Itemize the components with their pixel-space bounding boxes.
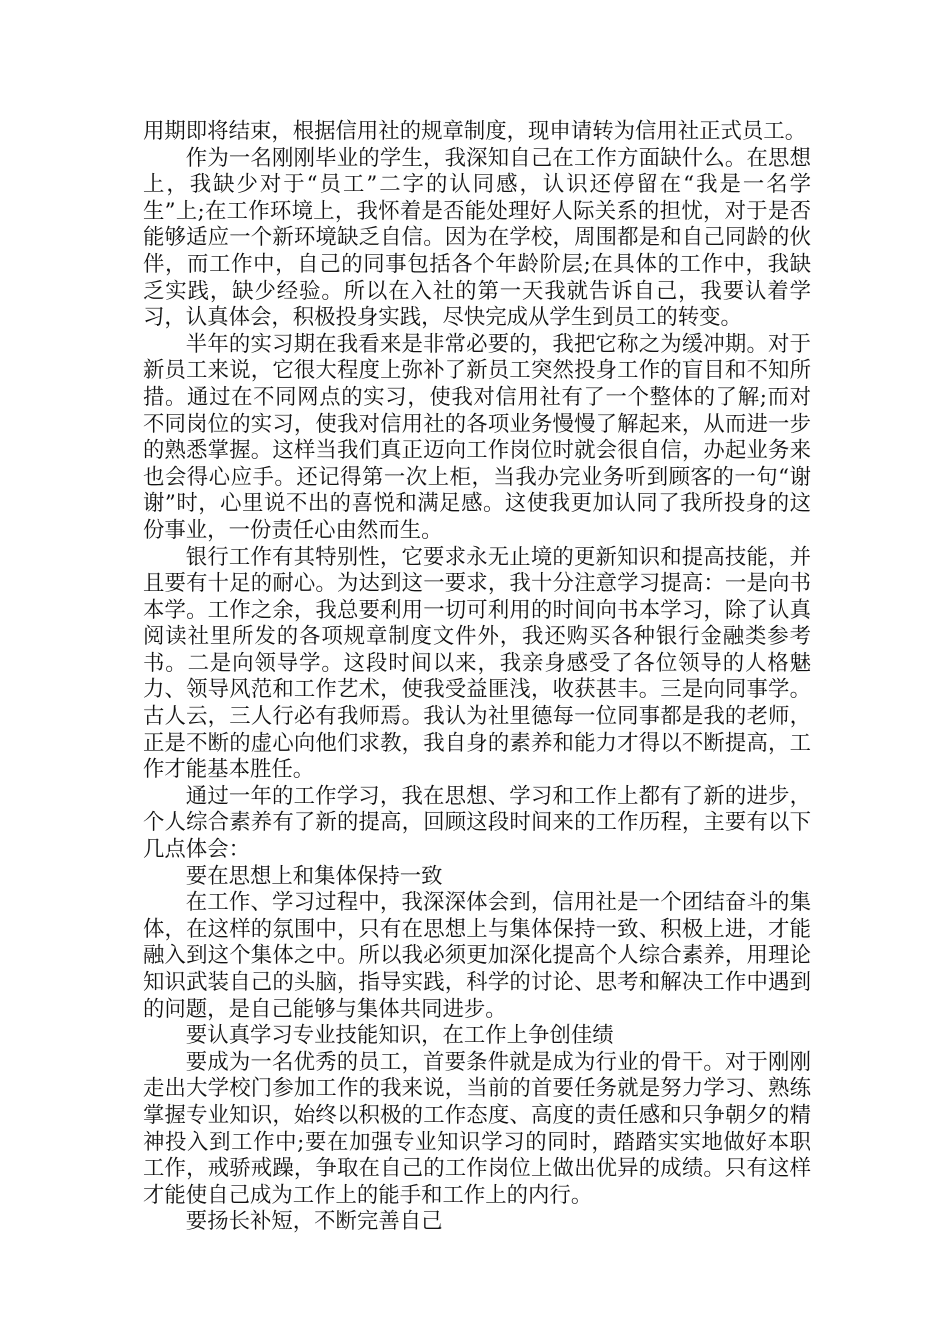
section-heading-3: 要扬长补短，不断完善自己 (185, 1209, 443, 1235)
paragraph-7: 要成为一名优秀的员工，首要条件就是成为行业的骨干。对于刚刚走出大学校门参加工作的我来说，当前的首要任务就是努力学习、熟练掌握专业知识，始终以积极的工作态度、高度的责任感和只争朝夕的精神投入到工作中;要在加强专业知识学习的同时，踏踏实实地做好本职工作，戒骄戒躁，争取在自己的工作岗位上做出优异的成绩。只有这样才能使自己成为工作上的能手和工作上的内行。 (143, 1049, 811, 1208)
section-heading-1: 要在思想上和集体保持一致 (185, 863, 443, 889)
section-heading-2: 要认真学习专业技能知识，在工作上争创佳绩 (185, 1023, 614, 1049)
paragraph-1: 用期即将结束，根据信用社的规章制度，现申请转为信用社正式员工。 (143, 119, 807, 144)
document-body (143, 119, 811, 1236)
paragraph-5: 通过一年的工作学习，我在思想、学习和工作上都有了新的进步，个人综合素养有了新的提高，回顾这段时间来的工作历程，主要有以下几点体会： (143, 783, 811, 863)
paragraph-3: 半年的实习期在我看来是非常必要的，我把它称之为缓冲期。对于新员工来说，它很大程度上弥补了新员工突然投身工作的盲目和不知所措。通过在不同网点的实习，使我对信用社有了一个整体的了解;而对不同岗位的实习，使我对信用社的各项业务慢慢了解起来，从而进一步的熟悉掌握。这样当我们真正迈向工作岗位时就会很自信，办起业务来也会得心应手。还记得第一次上柜，当我办完业务听到顾客的一句“谢谢”时，心里说不出的喜悦和满足感。这使我更加认同了我所投身的这份事业，一份责任心由然而生。 (143, 331, 811, 543)
paragraph-2: 作为一名刚刚毕业的学生，我深知自己在工作方面缺什么。在思想上，我缺少对于“员工”二字的认同感，认识还停留在“我是一名学生”上;在工作环境上，我怀着是否能处理好人际关系的担忧，对于是否能够适应一个新环境缺乏自信。因为在学校，周围都是和自己同龄的伙伴，而工作中，自己的同事包括各个年龄阶层;在具体的工作中，我缺乏实践，缺少经验。所以在入社的第一天我就告诉自己，我要认着学习，认真体会，积极投身实践，尽快完成从学生到员工的转变。 (143, 145, 811, 331)
paragraph-6: 在工作、学习过程中，我深深体会到，信用社是一个团结奋斗的集体，在这样的氛围中，只有在思想上与集体保持一致、积极上进，才能融入到这个集体之中。所以我必须更加深化提高个人综合素养，用理论知识武装自己的头脑，指导实践，科学的讨论、思考和解决工作中遇到的问题，是自己能够与集体共同进步。 (143, 890, 811, 1022)
paragraph-4: 银行工作有其特别性，它要求永无止境的更新知识和提高技能，并且要有十足的耐心。为达到这一要求，我十分注意学习提高：一是向书本学。工作之余，我总要利用一切可利用的时间向书本学习，除了认真阅读社里所发的各项规章制度文件外，我还购买各种银行金融类参考书。二是向领导学。这段时间以来，我亲身感受了各位领导的人格魅力、领导风范和工作艺术，使我受益匪浅，收获甚丰。三是向同事学。古人云，三人行必有我师焉。我认为社里德每一位同事都是我的老师，正是不断的虚心向他们求教，我自身的素养和能力才得以不断提高，工作才能基本胜任。 (143, 544, 811, 783)
